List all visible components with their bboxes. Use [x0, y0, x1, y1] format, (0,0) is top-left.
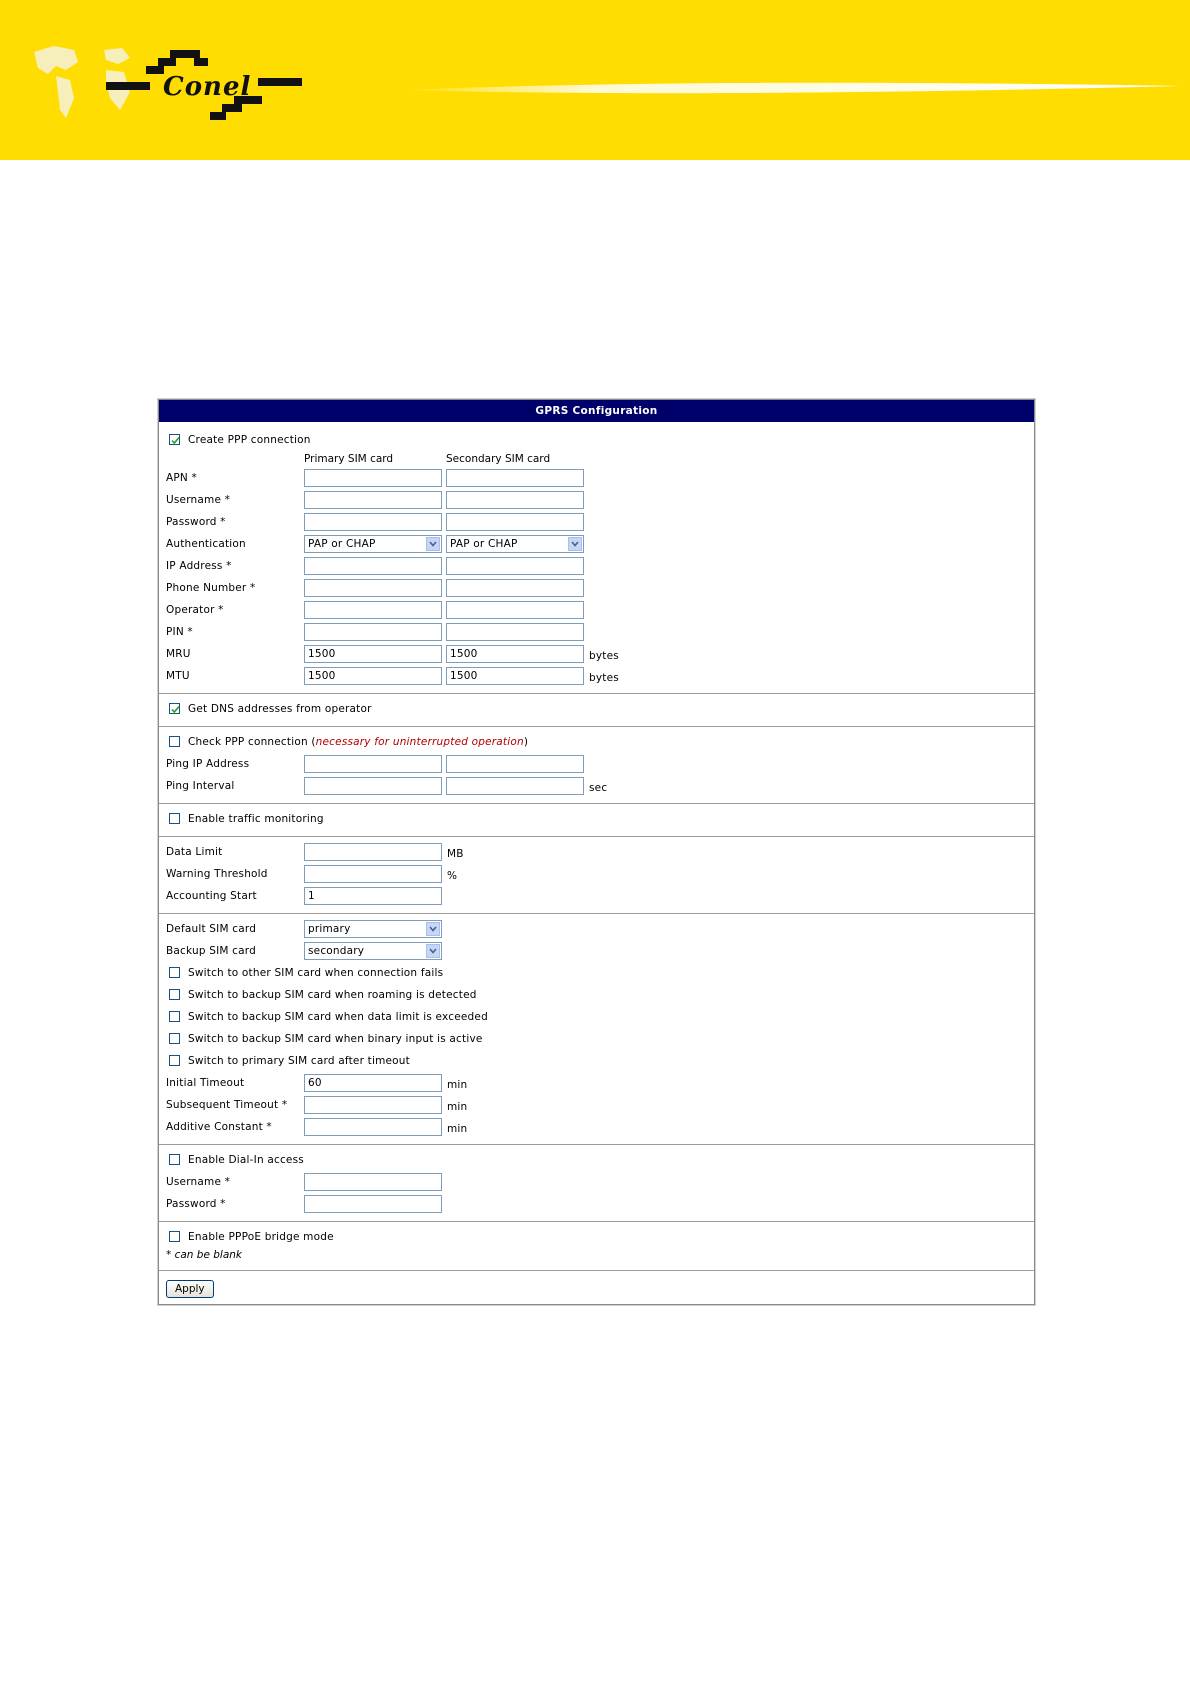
ping-interval-secondary-input[interactable]	[446, 777, 584, 795]
password-row	[166, 512, 1027, 534]
warning-threshold-input[interactable]	[304, 865, 442, 883]
default-sim-value: primary	[308, 923, 351, 935]
chevron-down-icon[interactable]	[426, 537, 440, 551]
authentication-primary-value: PAP or CHAP	[308, 538, 376, 550]
pppoe-checkbox[interactable]	[169, 1231, 180, 1242]
ping-interval-unit: sec	[589, 782, 608, 794]
default-sim-label: Default SIM card	[166, 923, 257, 935]
mru-label: MRU	[166, 648, 191, 660]
traffic-checkbox-row[interactable]	[166, 809, 1027, 831]
chevron-down-icon[interactable]	[568, 537, 582, 551]
create-ppp-checkbox-row[interactable]	[166, 430, 1027, 452]
ping-interval-row	[166, 776, 1027, 798]
ping-ip-row	[166, 754, 1027, 776]
password-primary-input[interactable]	[304, 513, 442, 531]
phone-number-secondary-input[interactable]	[446, 579, 584, 597]
accounting-start-label: Accounting Start	[166, 890, 257, 902]
dns-label: Get DNS addresses from operator	[188, 703, 372, 715]
pppoe-label: Enable PPPoE bridge mode	[188, 1231, 334, 1243]
apn-secondary-input[interactable]	[446, 469, 584, 487]
apply-button[interactable]: Apply	[166, 1280, 214, 1298]
username-secondary-input[interactable]	[446, 491, 584, 509]
chevron-down-icon[interactable]	[426, 922, 440, 936]
ping-ip-primary-input[interactable]	[304, 755, 442, 773]
chevron-down-icon[interactable]	[426, 944, 440, 958]
apn-row	[166, 468, 1027, 490]
dns-section	[159, 693, 1034, 726]
dial-in-username-input[interactable]	[304, 1173, 442, 1191]
pin-row	[166, 622, 1027, 644]
dial-in-password-row	[166, 1194, 1027, 1216]
username-primary-input[interactable]	[304, 491, 442, 509]
backup-sim-select[interactable]	[304, 942, 442, 960]
apn-label: APN *	[166, 472, 197, 484]
username-label: Username *	[166, 494, 231, 506]
secondary-sim-header: Secondary SIM card	[446, 453, 551, 465]
backup-sim-value: secondary	[308, 945, 365, 957]
mtu-primary-input[interactable]: 1500	[304, 667, 442, 685]
ping-interval-primary-input[interactable]	[304, 777, 442, 795]
switch-timeout-row[interactable]	[166, 1051, 1027, 1073]
operator-label: Operator *	[166, 604, 224, 616]
check-mark-icon	[170, 435, 181, 446]
password-secondary-input[interactable]	[446, 513, 584, 531]
authentication-label: Authentication	[166, 538, 246, 550]
mru-primary-input[interactable]: 1500	[304, 645, 442, 663]
additive-constant-input[interactable]	[304, 1118, 442, 1136]
mru-unit: bytes	[589, 650, 619, 662]
actions-section	[159, 1270, 1034, 1304]
traffic-section	[159, 803, 1034, 836]
pppoe-checkbox-row[interactable]	[166, 1227, 1027, 1249]
additive-constant-unit: min	[447, 1123, 468, 1135]
traffic-label: Enable traffic monitoring	[188, 813, 324, 825]
blank-footnote: * can be blank	[166, 1249, 243, 1261]
warning-threshold-unit: %	[447, 870, 458, 882]
dial-in-label: Enable Dial-In access	[188, 1154, 304, 1166]
create-ppp-checkbox[interactable]	[169, 434, 180, 445]
sim-column-headers	[166, 452, 1027, 468]
switch-limit-row[interactable]	[166, 1007, 1027, 1029]
data-limit-unit: MB	[447, 848, 464, 860]
check-ppp-text: Check PPP connection (	[188, 736, 316, 748]
check-ppp-label	[188, 736, 528, 748]
dial-in-username-row	[166, 1172, 1027, 1194]
switch-binary-row[interactable]	[166, 1029, 1027, 1051]
subsequent-timeout-unit: min	[447, 1101, 468, 1113]
backup-sim-row	[166, 941, 1027, 963]
warning-threshold-row	[166, 864, 1027, 886]
header-banner	[0, 0, 1190, 160]
check-ppp-close: )	[523, 736, 529, 748]
dial-in-username-label: Username *	[166, 1176, 231, 1188]
subsequent-timeout-label: Subsequent Timeout *	[166, 1099, 288, 1111]
accounting-start-input[interactable]: 1	[304, 887, 442, 905]
limits-section	[159, 836, 1034, 913]
data-limit-row	[166, 842, 1027, 864]
subsequent-timeout-row	[166, 1095, 1027, 1117]
phone-number-label: Phone Number *	[166, 582, 256, 594]
backup-sim-label: Backup SIM card	[166, 945, 256, 957]
phone-number-primary-input[interactable]	[304, 579, 442, 597]
switch-limit-label: Switch to backup SIM card when data limit is exceeded	[188, 1011, 488, 1023]
dial-in-password-label: Password *	[166, 1198, 226, 1210]
switch-roaming-label: Switch to backup SIM card when roaming is detected	[188, 989, 477, 1001]
additive-constant-label: Additive Constant *	[166, 1121, 272, 1133]
mtu-unit: bytes	[589, 672, 619, 684]
check-mark-icon	[170, 704, 181, 715]
mru-row	[166, 644, 1027, 666]
ip-address-row	[166, 556, 1027, 578]
pppoe-section	[159, 1221, 1034, 1270]
pin-primary-input[interactable]	[304, 623, 442, 641]
operator-row	[166, 600, 1027, 622]
check-ppp-checkbox-row[interactable]	[166, 732, 1027, 754]
ping-ip-secondary-input[interactable]	[446, 755, 584, 773]
switch-timeout-checkbox[interactable]	[169, 1055, 180, 1066]
check-ppp-checkbox[interactable]	[169, 736, 180, 747]
initial-timeout-input[interactable]: 60	[304, 1074, 442, 1092]
data-limit-label: Data Limit	[166, 846, 223, 858]
dns-checkbox-row[interactable]	[166, 699, 1027, 721]
primary-sim-header: Primary SIM card	[304, 453, 394, 465]
check-ppp-section	[159, 726, 1034, 803]
switch-roaming-row[interactable]	[166, 985, 1027, 1007]
switch-fail-label: Switch to other SIM card when connection fails	[188, 967, 444, 979]
initial-timeout-label: Initial Timeout	[166, 1077, 245, 1089]
dial-in-section	[159, 1144, 1034, 1221]
subsequent-timeout-input[interactable]	[304, 1096, 442, 1114]
apn-primary-input[interactable]	[304, 469, 442, 487]
mtu-label: MTU	[166, 670, 190, 682]
traffic-checkbox[interactable]	[169, 813, 180, 824]
ping-ip-label: Ping IP Address	[166, 758, 250, 770]
data-limit-input[interactable]	[304, 843, 442, 861]
accounting-start-row	[166, 886, 1027, 908]
ip-address-primary-input[interactable]	[304, 557, 442, 575]
check-ppp-note: necessary for uninterrupted operation	[315, 736, 524, 748]
banner-swoosh	[400, 76, 1180, 100]
default-sim-select[interactable]	[304, 920, 442, 938]
switch-limit-checkbox[interactable]	[169, 1011, 180, 1022]
default-sim-row	[166, 919, 1027, 941]
password-label: Password *	[166, 516, 226, 528]
dns-checkbox[interactable]	[169, 703, 180, 714]
switch-fail-row[interactable]	[166, 963, 1027, 985]
phone-number-row	[166, 578, 1027, 600]
ping-interval-label: Ping Interval	[166, 780, 235, 792]
gprs-configuration-panel	[158, 399, 1035, 1305]
switch-timeout-label: Switch to primary SIM card after timeout	[188, 1055, 410, 1067]
dial-in-checkbox[interactable]	[169, 1154, 180, 1165]
additive-constant-row	[166, 1117, 1027, 1139]
mru-secondary-input[interactable]: 1500	[446, 645, 584, 663]
dial-in-password-input[interactable]	[304, 1195, 442, 1213]
ppp-section	[159, 422, 1034, 693]
switch-binary-checkbox[interactable]	[169, 1033, 180, 1044]
username-row	[166, 490, 1027, 512]
mtu-secondary-input[interactable]: 1500	[446, 667, 584, 685]
create-ppp-label: Create PPP connection	[188, 434, 311, 446]
authentication-secondary-select[interactable]	[446, 535, 584, 553]
switch-roaming-checkbox[interactable]	[169, 989, 180, 1000]
initial-timeout-row	[166, 1073, 1027, 1095]
authentication-row	[166, 534, 1027, 556]
warning-threshold-label: Warning Threshold	[166, 868, 268, 880]
ip-address-label: IP Address *	[166, 560, 232, 572]
ip-address-secondary-input[interactable]	[446, 557, 584, 575]
panel-title: GPRS Configuration	[159, 400, 1034, 422]
operator-secondary-input[interactable]	[446, 601, 584, 619]
sim-section	[159, 913, 1034, 1144]
initial-timeout-unit: min	[447, 1079, 468, 1091]
authentication-secondary-value: PAP or CHAP	[450, 538, 518, 550]
pin-label: PIN *	[166, 626, 193, 638]
mtu-row	[166, 666, 1027, 688]
authentication-primary-select[interactable]	[304, 535, 442, 553]
switch-fail-checkbox[interactable]	[169, 967, 180, 978]
pin-secondary-input[interactable]	[446, 623, 584, 641]
operator-primary-input[interactable]	[304, 601, 442, 619]
dial-in-checkbox-row[interactable]	[166, 1150, 1027, 1172]
switch-binary-label: Switch to backup SIM card when binary input is active	[188, 1033, 483, 1045]
brand-name: Conel	[163, 72, 252, 102]
